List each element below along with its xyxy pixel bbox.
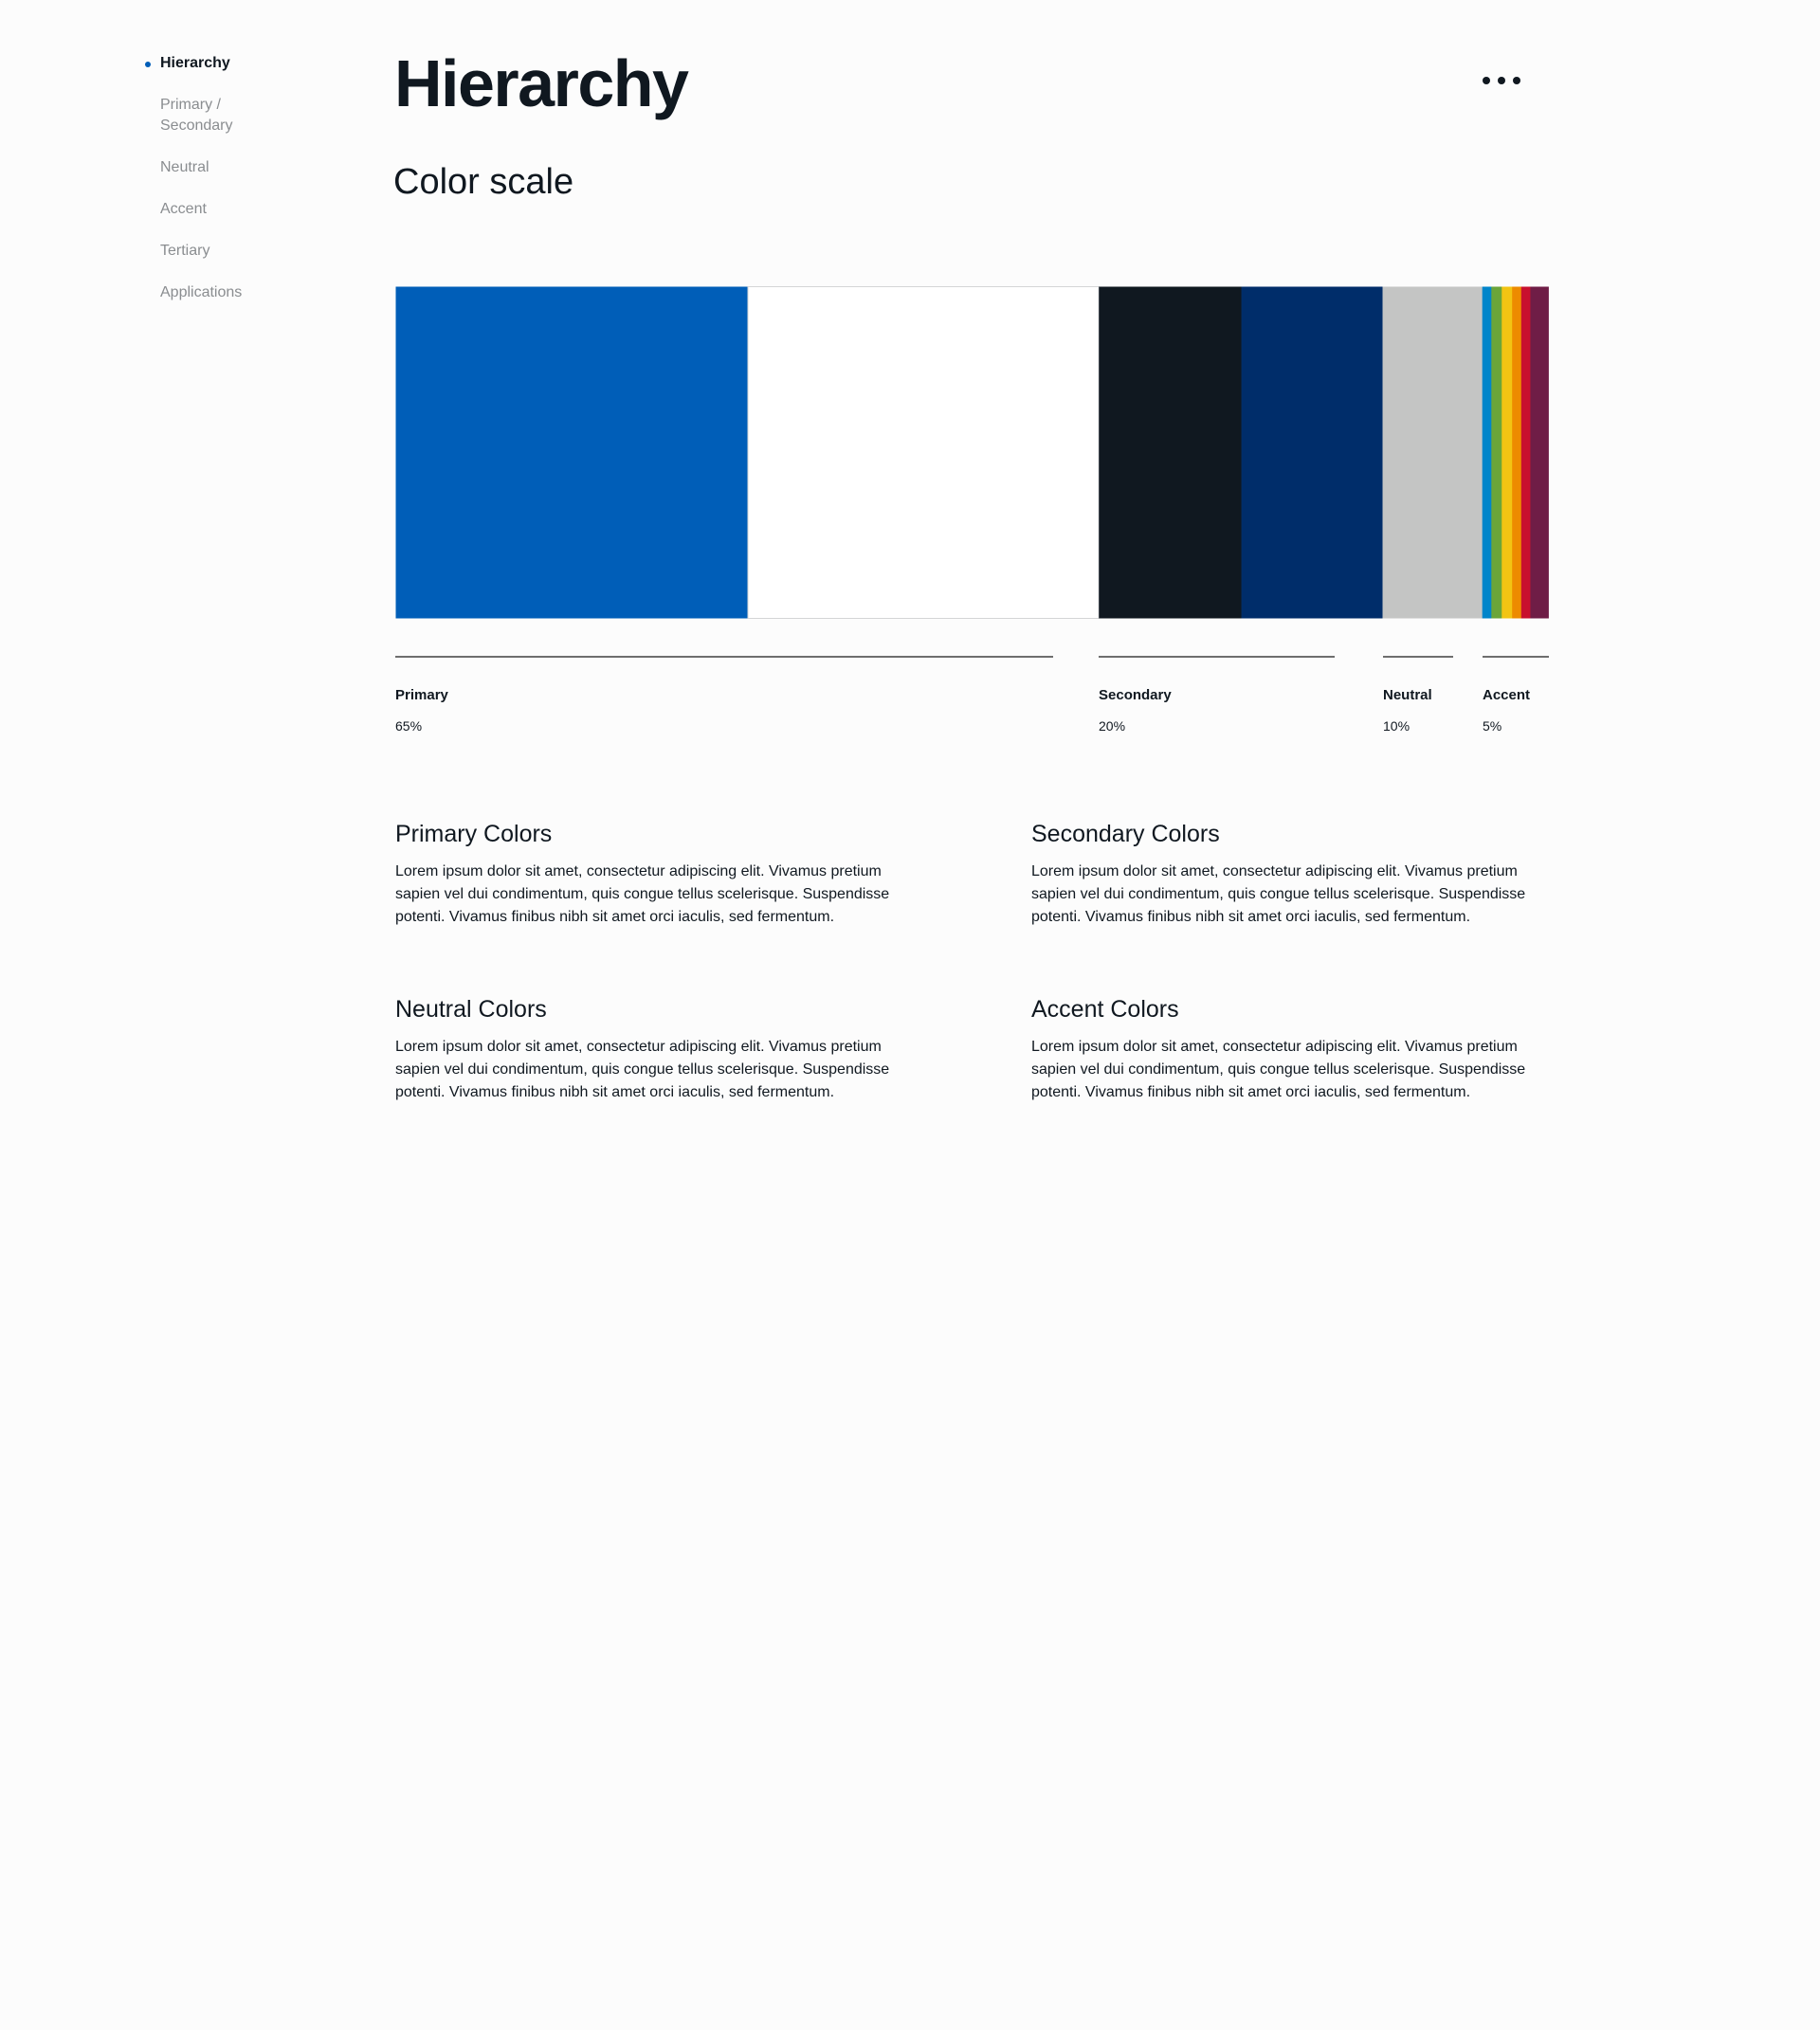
legend-percentage: 5% [1483,718,1502,734]
section-body: Lorem ipsum dolor sit amet, consectetur adipiscing elit. Vivamus pretium sapien vel dui condimentum, quis congue tellus scelerisque. Suspendisse potenti. Vivamus finibus nibh sit amet orci iaculis, sed fermentum. [395,863,890,925]
scale-segment-accent [1491,287,1502,619]
accent-colors-section [1031,994,1562,1104]
sidebar-item-accent[interactable] [142,199,370,220]
sidebar-item-label: Accent [160,201,207,217]
legend-name: Primary [395,687,448,703]
sidebar-nav [142,53,370,324]
section-body: Lorem ipsum dolor sit amet, consectetur adipiscing elit. Vivamus pretium sapien vel dui condimentum, quis congue tellus scelerisque. Suspendisse potenti. Vivamus finibus nibh sit amet orci iaculis, sed fermentum. [395,1039,890,1100]
sidebar-item-label: Neutral [160,159,209,175]
sidebar-item-label: Hierarchy [160,55,230,71]
section-heading: Primary Colors [395,821,553,847]
section-heading: Accent Colors [1031,996,1179,1023]
scale-segment-accent [1530,287,1548,619]
scale-segment-accent [1512,287,1521,619]
scale-segment-secondary [1242,287,1383,619]
legend-percentage: 10% [1383,718,1410,734]
sidebar-item-label: Primary / Secondary [160,97,233,134]
scale-segment-primary [748,287,1100,619]
section-body: Lorem ipsum dolor sit amet, consectetur adipiscing elit. Vivamus pretium sapien vel dui condimentum, quis congue tellus scelerisque. Suspendisse potenti. Vivamus finibus nibh sit amet orci iaculis, sed fermentum. [1031,863,1526,925]
color-scale-chart [395,286,1549,619]
sidebar-item-tertiary[interactable] [142,241,370,262]
legend-name: Accent [1483,687,1531,703]
sidebar-item-hierarchy[interactable] [142,53,370,74]
scale-segment-primary [396,287,749,619]
sidebar-item-neutral[interactable] [142,157,370,178]
secondary-colors-section [1031,819,1562,929]
legend-line [1383,656,1453,658]
legend-item-secondary [1099,656,1335,735]
legend-item-neutral [1383,656,1453,735]
legend-item-primary [395,656,1053,735]
sidebar-item-label: Applications [160,284,243,300]
section-body: Lorem ipsum dolor sit amet, consectetur adipiscing elit. Vivamus pretium sapien vel dui condimentum, quis congue tellus scelerisque. Suspendisse potenti. Vivamus finibus nibh sit amet orci iaculis, sed fermentum. [1031,1039,1526,1100]
legend-name: Secondary [1099,687,1172,703]
page-title: Hierarchy [394,46,688,120]
scale-segment-secondary [1099,287,1242,619]
sidebar-item-primary-secondary[interactable] [142,95,246,136]
legend-line [1099,656,1335,658]
more-options-button[interactable] [1475,66,1528,95]
scale-segment-accent [1483,287,1492,619]
legend-line [1483,656,1549,658]
scale-segment-accent [1502,287,1512,619]
scale-segment-neutral [1383,287,1483,619]
scale-segment-accent [1521,287,1531,619]
sidebar-item-label: Tertiary [160,243,210,259]
primary-colors-section [395,819,926,929]
sidebar-item-applications[interactable] [142,282,370,303]
section-heading: Secondary Colors [1031,821,1220,847]
active-indicator-dot [145,62,151,67]
neutral-colors-section [395,994,926,1104]
legend-percentage: 20% [1099,718,1126,734]
more-horizontal-icon [1483,77,1520,84]
section-heading: Neutral Colors [395,996,547,1023]
section-title: Color scale [393,162,574,202]
legend-name: Neutral [1383,687,1432,703]
legend-line [395,656,1053,658]
legend-item-accent [1483,656,1549,735]
legend-percentage: 65% [395,718,423,734]
